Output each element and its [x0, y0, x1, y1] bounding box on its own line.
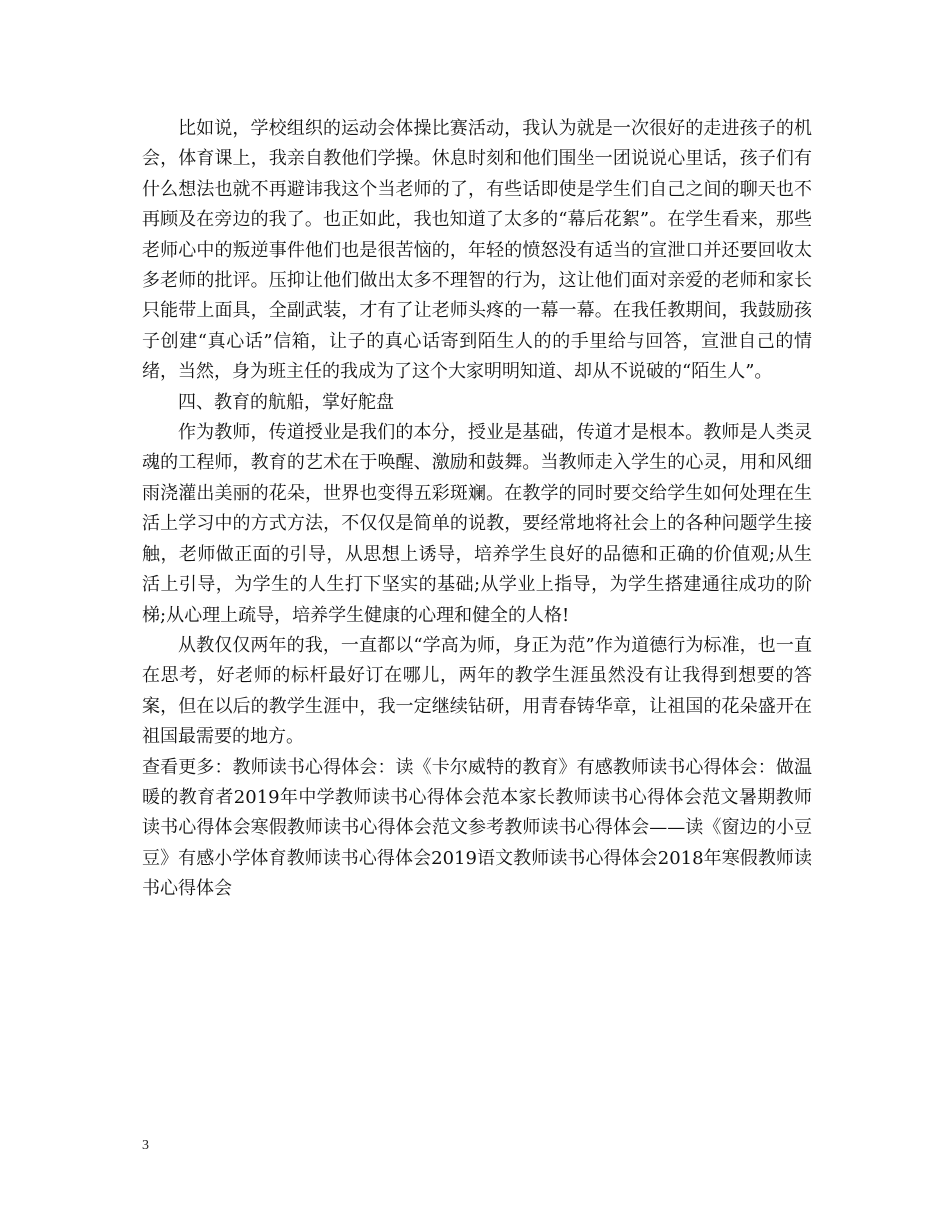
document-body: [142, 114, 812, 905]
section-heading: 四、教育的航船，掌好舵盘: [178, 391, 394, 413]
paragraph-two-years: 从教仅仅两年的我，一直都以“学高为师，身正为范”作为道德行为标准，也一直在思考，好老师的标杆最好订在哪儿，两年的教学生涯虽然没有让我得到想要的答案，但在以后的教学生涯中，我一定继续钻研，用青春铸华章，让祖国的花朵盛开在祖国最需要的地方。: [142, 634, 812, 748]
page-number: 3: [142, 1138, 149, 1153]
paragraph-sports-meet: 比如说，学校组织的运动会体操比赛活动，我认为就是一次很好的走进孩子的机会，体育课上，我亲自教他们学操。休息时刻和他们围坐一团说说心里话，孩子们有什么想法也就不再避讳我这个当老师的了，有些话即使是学生们自己之间的聊天也不再顾及在旁边的我了。也正如此，我也知道了太多的“幕后花絮”。在学生看来，那些老师心中的叛逆事件他们也是很苦恼的，年轻的愤怒没有适当的宣泄口并还要回收太多老师的批评。压抑让他们做出太多不理智的行为，这让他们面对亲爱的老师和家长只能带上面具，全副武装，才有了让老师头疼的一幕一幕。在我任教期间，我鼓励孩子创建“真心话”信箱，让子的真心话寄到陌生人的的手里给与回答，宣泄自己的情绪，当然，身为班主任的我成为了这个大家明明知道、却从不说破的“陌生人”。: [142, 118, 812, 383]
paragraph-teacher-role: 作为教师，传道授业是我们的本分，授业是基础，传道才是根本。教师是人类灵魂的工程师，教育的艺术在于唤醒、激励和鼓舞。当教师走入学生的心灵，用和风细雨浇灌出美丽的花朵，世界也变得五彩斑斓。在教学的同时要交给学生如何处理在生活上学习中的方式方法，不仅仅是简单的说教，要经常地将社会上的各种问题学生接触，老师做正面的引导，从思想上诱导，培养学生良好的品德和正确的价值观;从生活上引导，为学生的人生打下坚实的基础;从学业上指导，为学生搭建通往成功的阶梯;从心理上疏导，培养学生健康的心理和健全的人格!: [142, 422, 812, 626]
see-more-links[interactable]: 查看更多：教师读书心得体会：读《卡尔威特的教育》有感教师读书心得体会：做温暖的教育者2019年中学教师读书心得体会范本家长教师读书心得体会范文暑期教师读书心得体会寒假教师读书心得体会范文参考教师读书心得体会——读《窗边的小豆豆》有感小学体育教师读书心得体会2019语文教师读书心得体会2018年寒假教师读书心得体会: [142, 756, 812, 900]
